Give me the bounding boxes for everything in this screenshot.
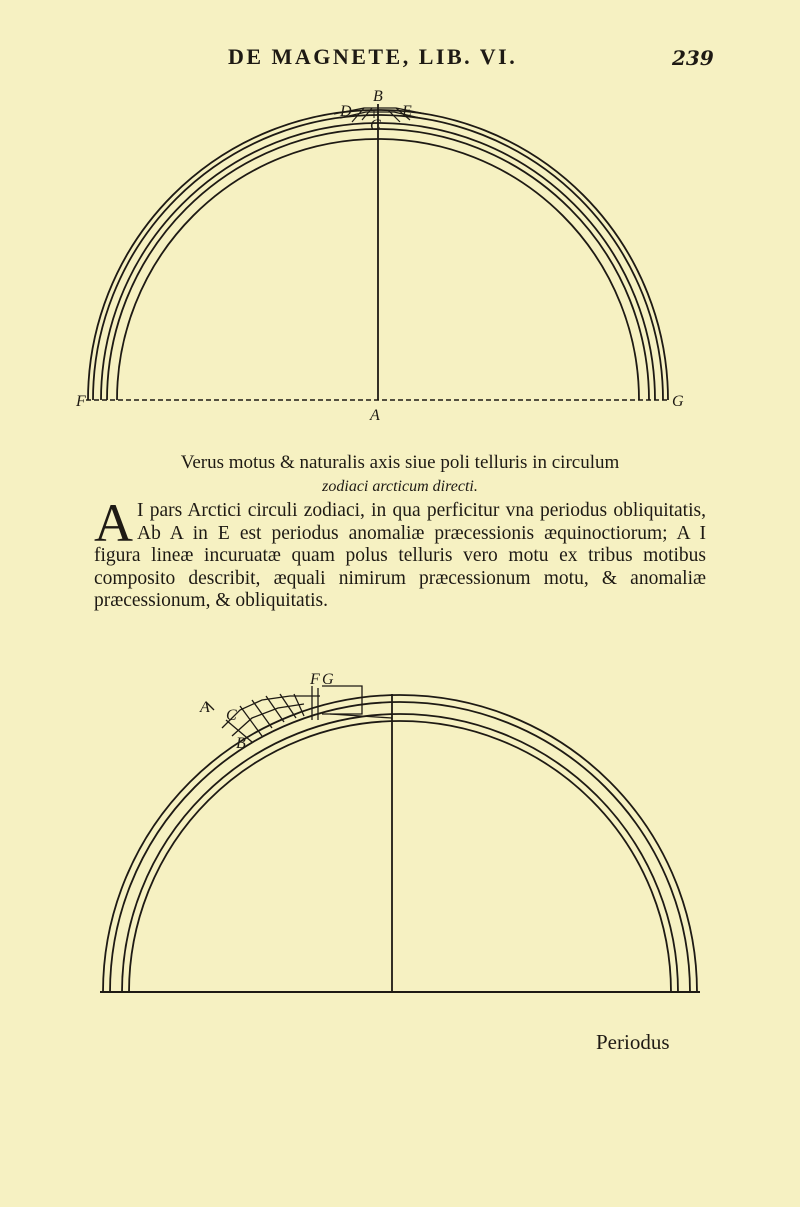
- label-G: G: [672, 393, 684, 410]
- inner-arc-2: [129, 721, 671, 992]
- label-B-2: B: [236, 735, 246, 752]
- label-G-2: G: [322, 671, 334, 688]
- label-C: C: [370, 117, 381, 134]
- arc-2-2: [110, 702, 690, 992]
- figure-axis-motion: [0, 88, 800, 448]
- catchword: Periodus: [596, 1030, 670, 1054]
- arc-2-3: [122, 714, 678, 992]
- running-head: [0, 44, 800, 74]
- outer-arc-2: [103, 695, 697, 992]
- label-A-2: A: [200, 699, 210, 716]
- label-F: F: [76, 393, 86, 410]
- label-F-2: F: [310, 671, 320, 688]
- paragraph-text: I pars Arctici circuli zodiaci, in qua perficitur vna periodus obliquitatis, Ab A in E est periodus anomaliæ præcessionis æquinoctiorum; A I figura lineæ incuruatæ quam polus telluris vero motu ex tribus motibus composito describit, æquali nimirum præcessionum motu, & anomaliæ præcessionum, & obliquitatis.: [94, 500, 706, 611]
- label-E: E: [402, 103, 412, 120]
- page-number: 239: [672, 46, 714, 70]
- label-B: B: [373, 88, 383, 105]
- label-C-2: C: [226, 707, 237, 724]
- figure-caption-subline: zodiaci arcticum directi.: [322, 478, 478, 495]
- figure-pole-path: [0, 666, 800, 1026]
- concentric-arcs-2: [103, 695, 697, 992]
- label-A: A: [370, 407, 380, 424]
- drop-cap: A: [94, 493, 133, 553]
- running-title: DE MAGNETE, LIB. VI.: [228, 44, 518, 69]
- label-D: D: [340, 103, 352, 120]
- paragraph: [94, 493, 706, 613]
- figure-caption: Verus motus & naturalis axis siue poli telluris in circulum: [180, 452, 620, 473]
